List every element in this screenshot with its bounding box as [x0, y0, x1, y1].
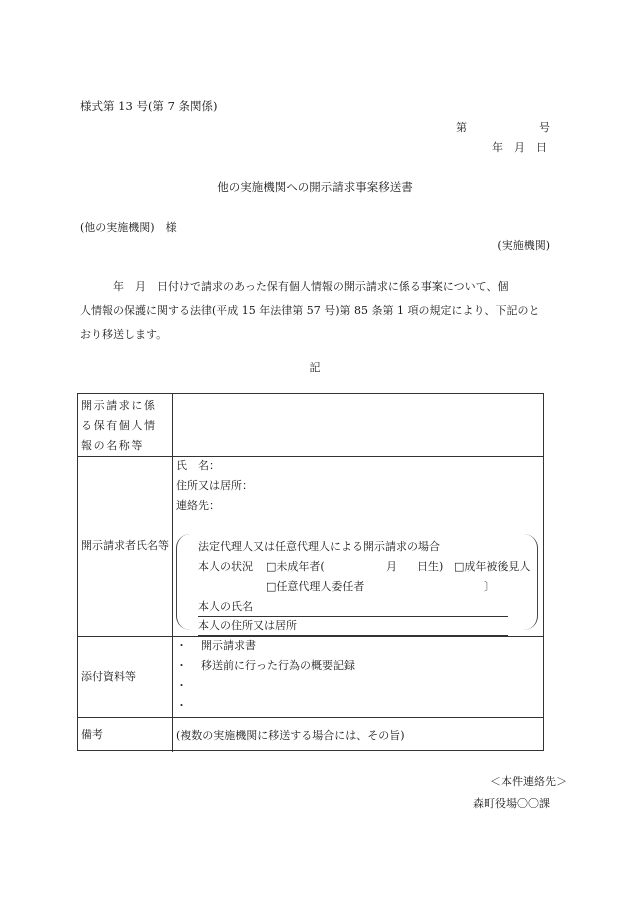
voluntary-agent-checkbox[interactable]: □任意代理人委任者: [266, 580, 365, 593]
table-row: [78, 394, 543, 457]
form-number: 様式第 13 号(第 7 条関係): [80, 99, 218, 113]
transfer-table: [77, 393, 544, 751]
birth-day-label: 日生): [417, 560, 444, 573]
document-date: 年 月 日: [492, 141, 547, 154]
doc-number-suffix: 号: [539, 121, 550, 134]
birth-month-label: 月: [386, 560, 397, 573]
bullet: ・: [176, 699, 187, 712]
minor-checkbox[interactable]: □未成年者(: [266, 560, 325, 573]
principal-name-label: 本人の氏名: [198, 600, 253, 613]
ki-heading: 記: [309, 361, 321, 374]
attachments-cell: [174, 636, 543, 717]
table-row: [78, 456, 543, 637]
bullet: ・: [176, 639, 187, 652]
row-label-attachments: 添付資料等: [78, 636, 173, 717]
adult-guardian-checkbox[interactable]: □成年被後見人: [454, 560, 531, 573]
sender: (実施機関): [497, 239, 550, 252]
body-text: [80, 275, 555, 347]
addressee: (他の実施機関) 様: [80, 221, 177, 234]
attachment-text: 移送前に行った行為の概要記録: [201, 659, 355, 672]
row-label-info-name: [78, 394, 173, 456]
row-label-requester: 開示請求者氏名等: [78, 456, 173, 636]
remarks-cell[interactable]: [174, 717, 543, 752]
body-line: 年 月 日付けで請求のあった保有個人情報の開示請求に係る事案について、個: [80, 280, 509, 293]
table-row: [78, 717, 543, 752]
attachment-text: 開示請求書: [201, 639, 256, 652]
table-row: [78, 636, 543, 718]
row-label-remarks: 備考: [78, 717, 173, 752]
requester-address-label: 住所又は居所：: [176, 479, 253, 492]
agent-heading: 法定代理人又は任意代理人による開示請求の場合: [198, 540, 440, 553]
contact-label: ＜本件連絡先＞: [490, 775, 567, 788]
body-line: 人情報の保護に関する法律(平成 15 年法律第 57 号)第 85 条第 1 項の規定により、下記のと: [80, 304, 540, 317]
requester-cell: [174, 456, 543, 636]
row1-label-text: 開示請求に係る保有個人情報の名称等: [81, 399, 157, 452]
bullet: ・: [176, 659, 187, 672]
principal-status-label: 本人の状況: [198, 560, 253, 573]
document-title: 他の実施機関への開示請求事案移送書: [217, 180, 413, 194]
doc-number-prefix: 第: [456, 121, 467, 134]
principal-name-field[interactable]: [198, 597, 508, 617]
requester-name-label: 氏 名：: [176, 459, 220, 472]
body-line: おり移送します。: [80, 328, 168, 341]
principal-address-field[interactable]: [198, 616, 508, 636]
contact-department: 森町役場〇〇課: [473, 797, 550, 810]
remarks-text: (複数の実施機関に移送する場合には、その旨): [176, 729, 405, 742]
principal-address-label: 本人の住所又は居所: [198, 619, 297, 632]
info-name-value[interactable]: [174, 394, 543, 456]
requester-contact-label: 連絡先：: [176, 499, 220, 512]
bullet: ・: [176, 679, 187, 692]
close-bracket: 〕: [484, 580, 495, 593]
